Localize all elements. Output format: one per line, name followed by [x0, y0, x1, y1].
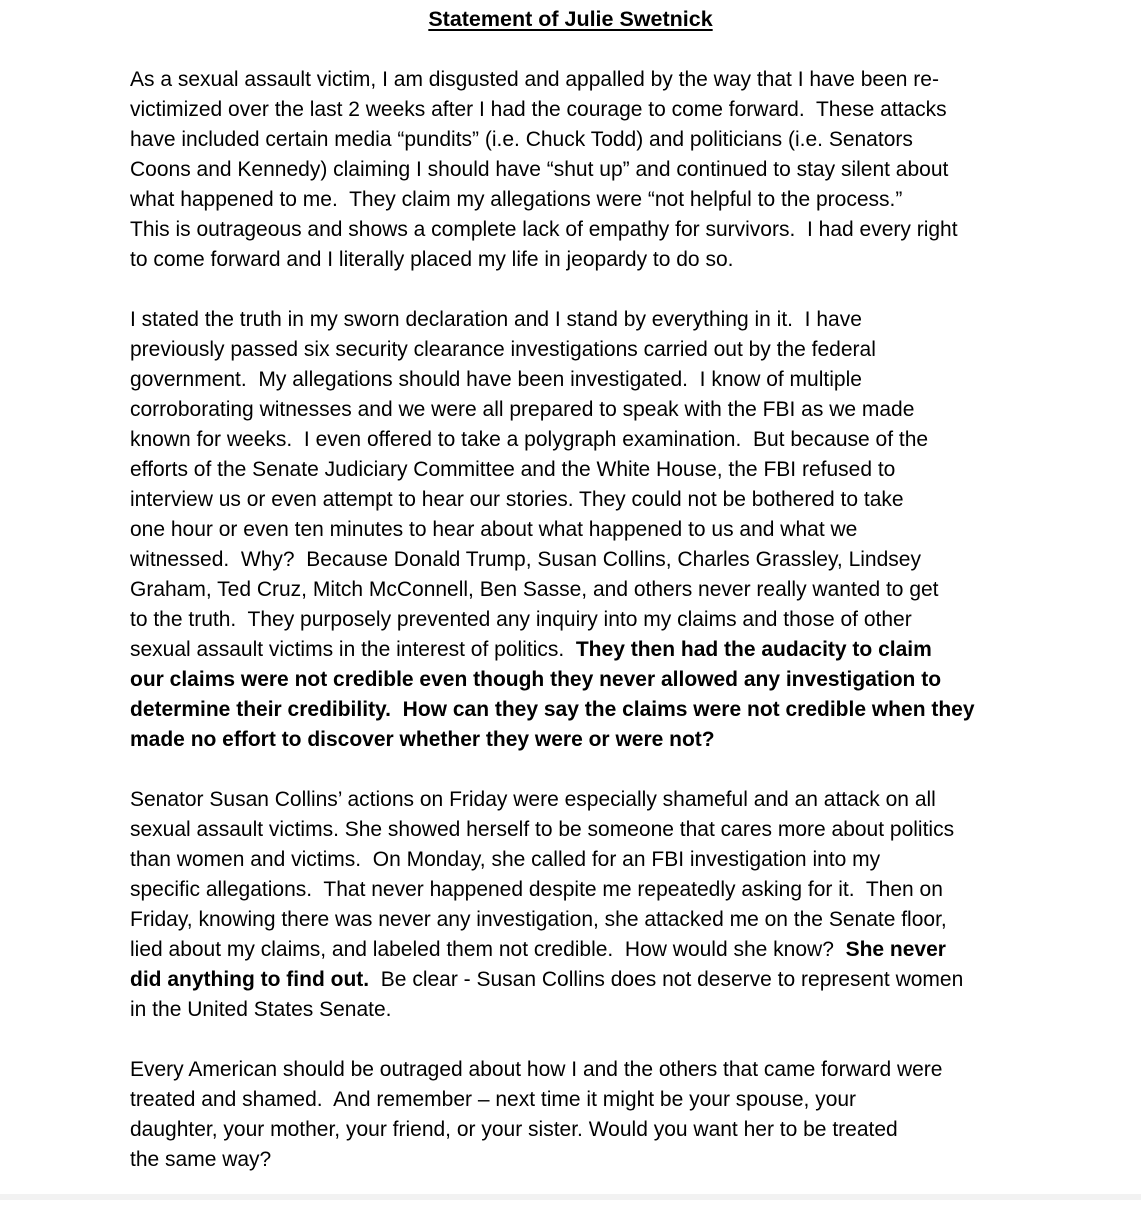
paragraph [130, 305, 1030, 755]
paragraph [130, 785, 1030, 1025]
text-line [130, 785, 1030, 815]
text-segment: lied about my claims, and labeled them not credible. How would she know? [130, 938, 846, 961]
text-line [130, 395, 1030, 425]
text-segment: Be clear - Susan Collins does not deserve to represent women [369, 968, 964, 991]
text-line [130, 1085, 1030, 1115]
text-segment: what happened to me. They claim my allegations were “not helpful to the process.” [130, 188, 903, 211]
text-segment: corroborating witnesses and we were all prepared to speak with the FBI as we made [130, 398, 915, 421]
text-segment: Every American should be outraged about how I and the others that came forward were [130, 1058, 943, 1081]
paragraph [130, 1055, 1030, 1175]
text-line [130, 545, 1030, 575]
bold-text-segment: They then had the audacity to claim [575, 638, 932, 661]
text-line [130, 365, 1030, 395]
bold-text-segment: She never [845, 938, 946, 961]
text-segment: one hour or even ten minutes to hear about what happened to us and what we [130, 518, 858, 541]
page-bottom-edge [0, 1194, 1141, 1200]
text-segment: This is outrageous and shows a complete lack of empathy for survivors. I had every right [130, 218, 958, 241]
text-line [130, 1145, 1030, 1175]
text-segment: known for weeks. I even offered to take a polygraph examination. But because of the [130, 428, 929, 451]
text-line [130, 1055, 1030, 1085]
text-line [130, 515, 1030, 545]
text-segment: to the truth. They purposely prevented any inquiry into my claims and those of other [130, 608, 912, 631]
text-segment: specific allegations. That never happened despite me repeatedly asking for it. Then on [130, 878, 943, 901]
text-line [130, 185, 1030, 215]
text-segment: As a sexual assault victim, I am disgusted and appalled by the way that I have been re- [130, 68, 939, 91]
text-line [130, 995, 1030, 1025]
text-line [130, 65, 1030, 95]
text-line [130, 845, 1030, 875]
text-line [130, 965, 1030, 995]
text-line [130, 455, 1030, 485]
paragraph [130, 65, 1030, 275]
document-title [0, 4, 1141, 34]
text-segment: Senator Susan Collins’ actions on Friday were especially shameful and an attack on all [130, 788, 936, 811]
text-line [130, 95, 1030, 125]
text-line [130, 425, 1030, 455]
text-segment: I stated the truth in my sworn declaration and I stand by everything in it. I have [130, 308, 862, 331]
text-segment: efforts of the Senate Judiciary Committee and the White House, the FBI refused to [130, 458, 896, 481]
text-segment: Coons and Kennedy) claiming I should have “shut up” and continued to stay silent about [130, 158, 949, 181]
text-segment: previously passed six security clearance investigations carried out by the federal [130, 338, 876, 361]
text-segment: treated and shamed. And remember – next time it might be your spouse, your [130, 1088, 857, 1111]
text-line [130, 125, 1030, 155]
text-segment: in the United States Senate. [130, 998, 392, 1021]
text-segment: sexual assault victims. She showed herself to be someone that cares more about politics [130, 818, 955, 841]
text-segment: to come forward and I literally placed my life in jeopardy to do so. [130, 248, 734, 271]
text-line [130, 875, 1030, 905]
text-line [130, 635, 1030, 665]
text-segment: victimized over the last 2 weeks after I had the courage to come forward. These attacks [130, 98, 947, 121]
text-line [130, 815, 1030, 845]
text-segment: have included certain media “pundits” (i.e. Chuck Todd) and politicians (i.e. Senators [130, 128, 913, 151]
text-line [130, 605, 1030, 635]
bold-text-segment: made no effort to discover whether they were or were not? [130, 728, 715, 751]
text-segment: witnessed. Why? Because Donald Trump, Susan Collins, Charles Grassley, Lindsey [130, 548, 921, 571]
text-segment: daughter, your mother, your friend, or your sister. Would you want her to be treated [130, 1118, 898, 1141]
text-line [130, 215, 1030, 245]
text-line [130, 305, 1030, 335]
bold-text-segment: our claims were not credible even though they never allowed any investigation to [130, 668, 942, 691]
text-line [130, 935, 1030, 965]
text-segment: sexual assault victims in the interest of politics. [130, 638, 576, 661]
text-line [130, 1115, 1030, 1145]
text-line [130, 245, 1030, 275]
text-line [130, 575, 1030, 605]
text-line [130, 725, 1030, 755]
text-segment: than women and victims. On Monday, she called for an FBI investigation into my [130, 848, 881, 871]
text-segment: the same way? [130, 1148, 272, 1171]
text-line [130, 155, 1030, 185]
text-line [130, 665, 1030, 695]
bold-text-segment: did anything to find out. [130, 968, 370, 991]
text-line [130, 695, 1030, 725]
text-line [130, 905, 1030, 935]
text-line [130, 335, 1030, 365]
text-segment: government. My allegations should have been investigated. I know of multiple [130, 368, 862, 391]
text-line [130, 485, 1030, 515]
statement-body [130, 65, 1030, 1205]
text-segment: Friday, knowing there was never any investigation, she attacked me on the Senate floor, [130, 908, 947, 931]
text-segment: Graham, Ted Cruz, Mitch McConnell, Ben Sasse, and others never really wanted to get [130, 578, 939, 601]
text-segment: interview us or even attempt to hear our stories. They could not be bothered to take [130, 488, 904, 511]
document-title-text: Statement of Julie Swetnick [428, 7, 713, 31]
bold-text-segment: determine their credibility. How can they say the claims were not credible when they [130, 698, 975, 721]
